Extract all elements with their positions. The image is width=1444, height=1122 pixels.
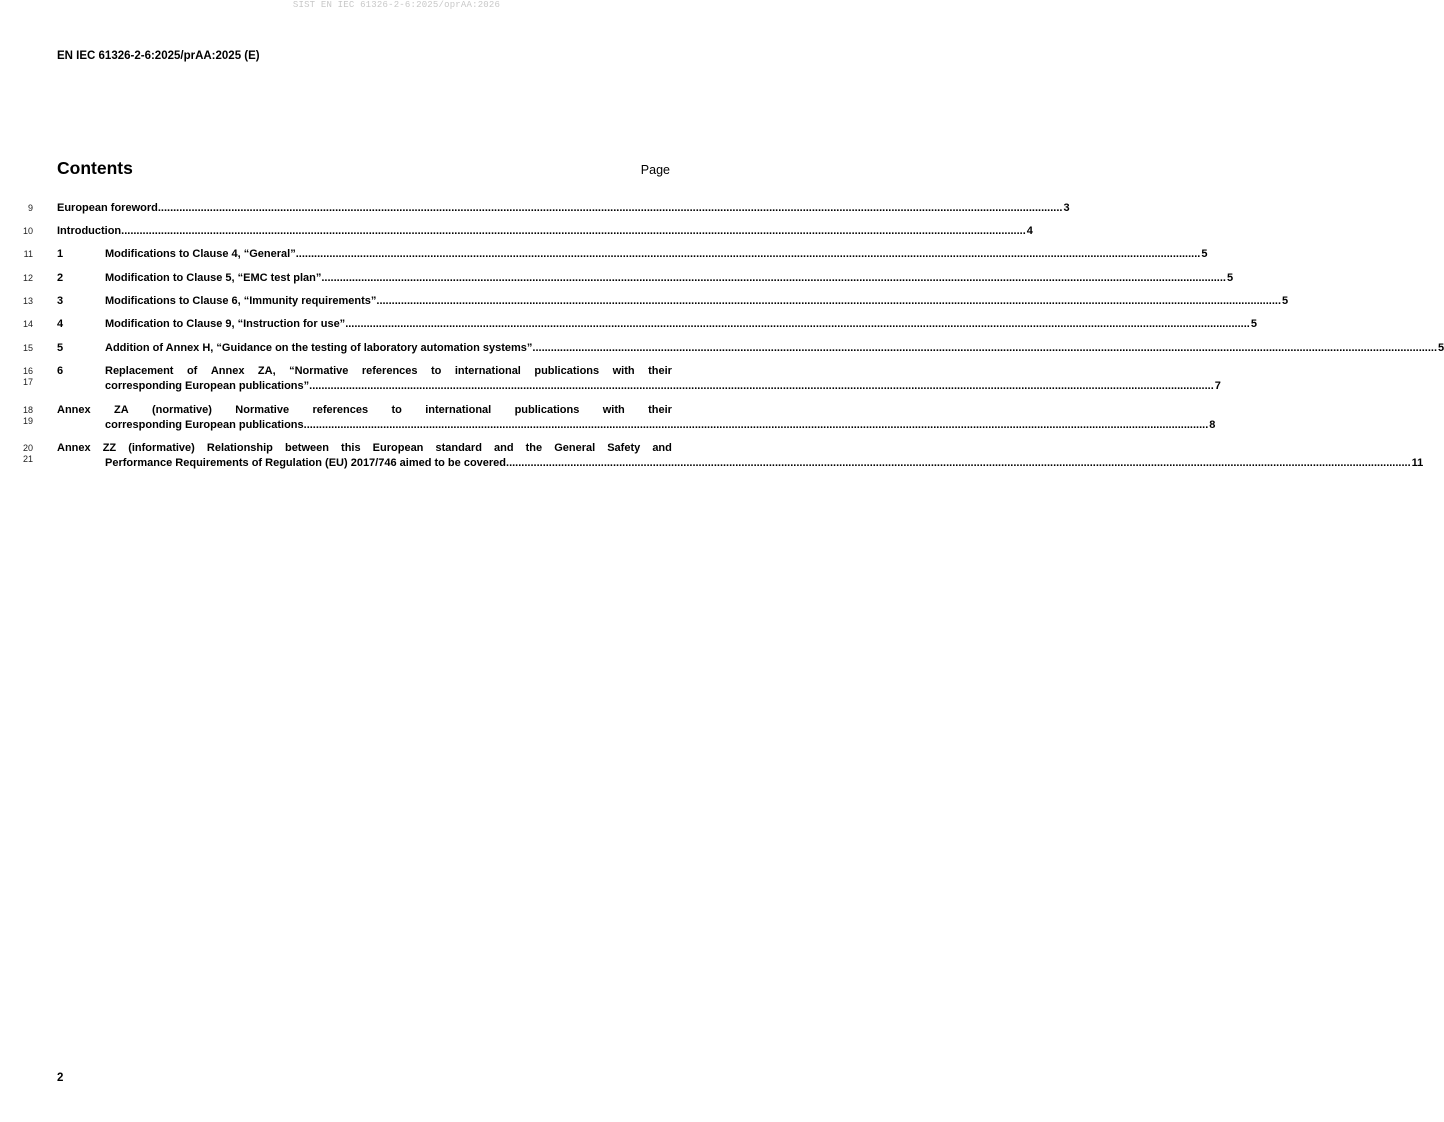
toc-title-word: with bbox=[602, 404, 625, 416]
toc-entry-title: Modifications to Clause 6, “Immunity requirements” bbox=[105, 295, 377, 307]
line-number: 20 bbox=[22, 443, 33, 453]
toc-title-word: Annex bbox=[57, 442, 91, 454]
toc-clause-number: 6 bbox=[57, 365, 64, 377]
dot-leader bbox=[304, 420, 1209, 431]
dot-leader bbox=[121, 226, 1026, 237]
toc-page-number: 5 bbox=[1438, 342, 1444, 354]
dot-leader bbox=[506, 458, 1411, 469]
dot-leader bbox=[376, 296, 1281, 307]
toc-clause-number: 2 bbox=[57, 272, 64, 284]
toc-clause-number: 1 bbox=[57, 248, 64, 260]
page-number: 2 bbox=[57, 1072, 64, 1084]
toc-title-word: Relationship bbox=[206, 442, 273, 454]
toc-title-word: to bbox=[391, 404, 402, 416]
toc-title-word: the bbox=[525, 442, 543, 454]
line-number: 15 bbox=[22, 343, 33, 353]
toc-entry-title: Modification to Clause 9, “Instruction for use” bbox=[105, 318, 346, 330]
dot-leader bbox=[296, 249, 1201, 260]
toc-entry-title: Introduction bbox=[57, 225, 122, 237]
toc-title-word: Annex bbox=[57, 404, 91, 416]
dot-leader bbox=[321, 273, 1226, 284]
toc-entry-title-line-2: corresponding European publications bbox=[105, 419, 304, 431]
toc-title-word: Normative bbox=[235, 404, 290, 416]
toc-title-word: of bbox=[186, 365, 198, 377]
toc-clause-number: 3 bbox=[57, 295, 64, 307]
toc-entry-title: Modification to Clause 5, “EMC test plan” bbox=[105, 272, 322, 284]
contents-title: Contents bbox=[57, 158, 133, 178]
toc-title-word: Annex bbox=[210, 365, 245, 377]
toc-page-number: 5 bbox=[1201, 248, 1208, 260]
toc-page-number: 11 bbox=[1411, 457, 1424, 469]
toc-title-word: European bbox=[372, 442, 424, 454]
toc-title-word: references bbox=[312, 404, 369, 416]
toc-title-word: ZZ bbox=[102, 442, 117, 454]
toc-clause-number: 4 bbox=[57, 318, 64, 330]
toc-page-number: 7 bbox=[1214, 380, 1221, 392]
dot-leader bbox=[345, 319, 1250, 330]
line-number: 21 bbox=[22, 454, 33, 464]
line-number: 9 bbox=[27, 203, 33, 213]
line-number: 14 bbox=[22, 319, 33, 329]
toc-page-number: 4 bbox=[1026, 225, 1033, 237]
line-number: 16 bbox=[22, 366, 33, 376]
document-id-header: EN IEC 61326-2-6:2025/prAA:2025 (E) bbox=[57, 50, 260, 62]
toc-title-word: standard bbox=[435, 442, 482, 454]
dot-leader bbox=[158, 203, 1063, 214]
toc-entry-title-line-2: Performance Requirements of Regulation (EU) 2017/746 aimed to be covered bbox=[105, 457, 507, 469]
toc-title-word: ZA, bbox=[257, 365, 276, 377]
toc-title-word: between bbox=[284, 442, 329, 454]
toc-entry-title-line-1 bbox=[105, 366, 672, 377]
toc-entry-title-line-1 bbox=[57, 405, 672, 416]
toc-title-word: General bbox=[554, 442, 596, 454]
toc-title-word: and bbox=[494, 442, 514, 454]
watermark: SIST EN IEC 61326-2-6:2025/oprAA:2026 bbox=[292, 0, 501, 10]
toc-entry-title bbox=[105, 366, 672, 377]
dot-leader bbox=[532, 343, 1437, 354]
toc-title-word: international bbox=[425, 404, 492, 416]
line-number: 17 bbox=[22, 377, 33, 387]
toc-title-word: references bbox=[361, 365, 418, 377]
line-number: 18 bbox=[22, 405, 33, 415]
line-number: 13 bbox=[22, 296, 33, 306]
line-number: 11 bbox=[23, 249, 33, 259]
toc-page-number: 3 bbox=[1063, 202, 1070, 214]
line-number: 10 bbox=[22, 226, 33, 236]
toc-title-word: “Normative bbox=[289, 365, 349, 377]
toc-title-word: publications bbox=[534, 365, 600, 377]
page-column-label: Page bbox=[640, 163, 670, 177]
toc-entry-title: European foreword bbox=[57, 202, 158, 214]
toc-title-word: publications bbox=[514, 404, 580, 416]
toc-page-number: 8 bbox=[1209, 419, 1216, 431]
toc-title-word: ZA bbox=[113, 404, 129, 416]
toc-page-number: 5 bbox=[1226, 272, 1234, 284]
toc-entry-title bbox=[57, 405, 672, 416]
toc-title-word: and bbox=[652, 442, 672, 454]
toc-page-number: 5 bbox=[1250, 318, 1257, 330]
toc-entry-title: Addition of Annex H, “Guidance on the testing of laboratory automation systems” bbox=[105, 342, 533, 354]
toc-title-word: with bbox=[612, 365, 635, 377]
toc-title-word: (normative) bbox=[152, 404, 212, 416]
toc-title-word: (informative) bbox=[128, 442, 195, 454]
toc-title-word: their bbox=[648, 404, 672, 416]
toc-title-word: their bbox=[648, 365, 672, 377]
toc-entry-title: Modifications to Clause 4, “General” bbox=[105, 248, 296, 260]
toc-page-number: 5 bbox=[1282, 295, 1289, 307]
toc-title-word: Replacement bbox=[105, 365, 174, 377]
line-number: 12 bbox=[22, 273, 33, 283]
line-number: 19 bbox=[22, 416, 33, 426]
toc-title-word: this bbox=[341, 442, 361, 454]
toc-title-word: Safety bbox=[607, 442, 641, 454]
toc-entry-title bbox=[57, 443, 672, 454]
toc-entry-title-line-1 bbox=[57, 443, 672, 454]
toc-entry-title-line-2: corresponding European publications” bbox=[105, 380, 310, 392]
toc-title-word: international bbox=[454, 365, 521, 377]
toc-clause-number: 5 bbox=[57, 342, 64, 354]
dot-leader bbox=[309, 381, 1214, 392]
toc-title-word: to bbox=[431, 365, 442, 377]
